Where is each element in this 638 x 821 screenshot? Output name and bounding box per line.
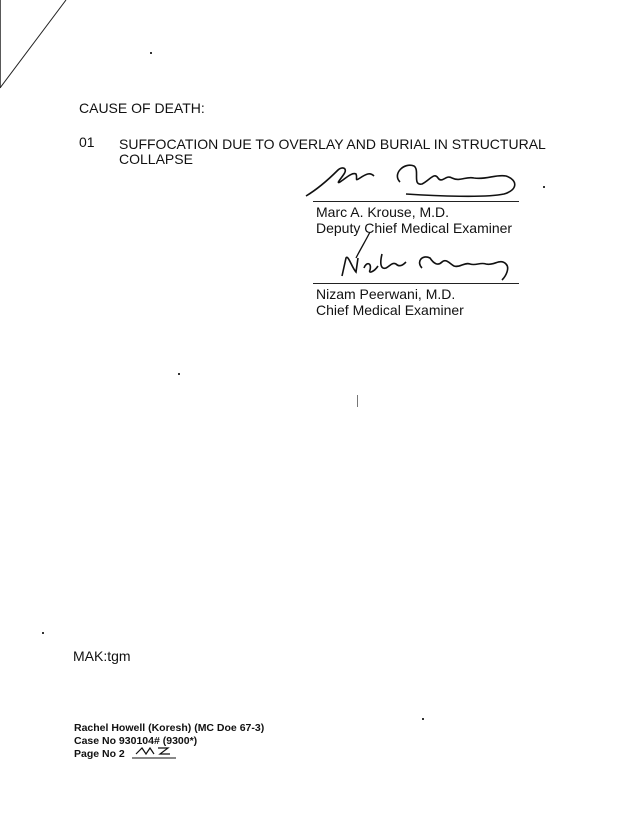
scan-speck: [422, 718, 424, 720]
section-heading: CAUSE OF DEATH:: [79, 100, 205, 116]
signature-krouse: [296, 160, 536, 200]
scan-speck: [357, 395, 358, 407]
typist-initials: MAK:tgm: [73, 648, 131, 664]
scan-speck: [543, 186, 545, 188]
cause-text-line2: COLLAPSE: [119, 151, 193, 167]
signatory-title-1: Deputy Chief Medical Examiner: [316, 220, 513, 236]
signature-line-1: [313, 201, 519, 202]
scan-speck: [150, 52, 152, 54]
footer-line-2: Case No 930104# (9300*): [74, 735, 198, 747]
page-handwritten-initials: [132, 744, 182, 760]
scan-speck: [178, 373, 180, 375]
signature-peerwani: [330, 228, 530, 288]
item-number: 01: [79, 134, 95, 150]
footer-line-3: Page No 2: [74, 748, 125, 760]
cause-text-line1: SUFFOCATION DUE TO OVERLAY AND BURIAL IN STRUCTURAL: [119, 136, 546, 152]
footer-line-1: Rachel Howell (Koresh) (MC Doe 67-3): [74, 722, 265, 734]
scan-speck: [42, 632, 44, 634]
signatory-name-1: Marc A. Krouse, M.D.: [316, 204, 450, 220]
signatory-name-2: Nizam Peerwani, M.D.: [316, 286, 456, 302]
signature-line-2: [313, 283, 519, 284]
signatory-title-2: Chief Medical Examiner: [316, 302, 464, 318]
